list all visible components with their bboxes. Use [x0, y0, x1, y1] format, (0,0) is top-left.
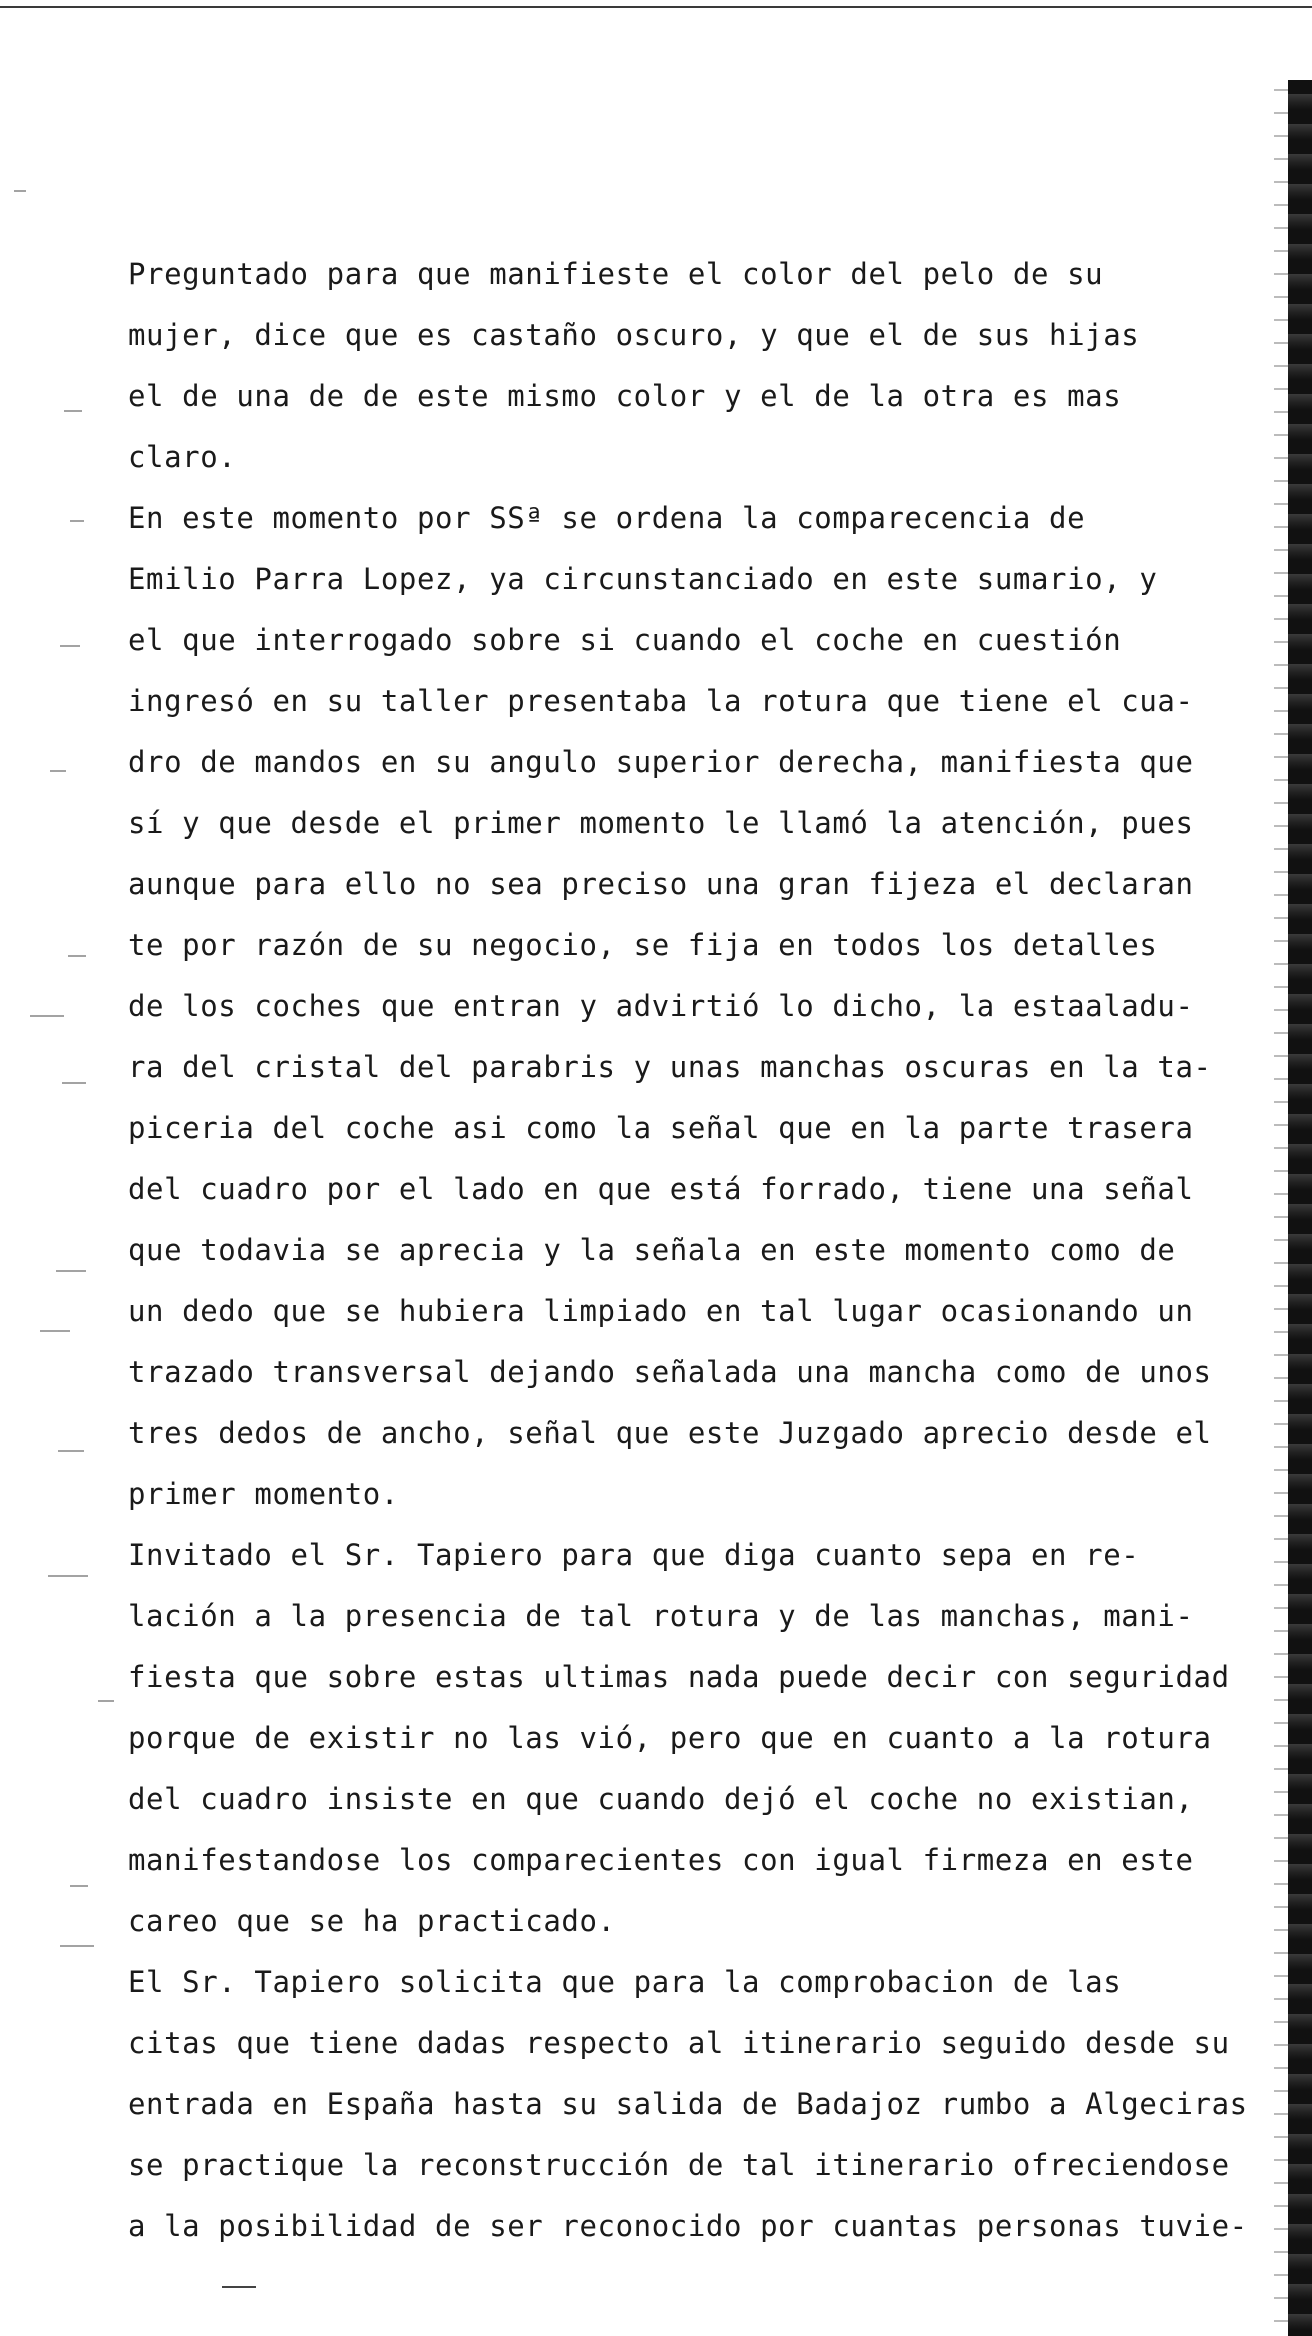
text-line: piceria del coche asi como la señal que en la parte trasera [128, 1111, 1194, 1145]
footer-dash-mark [222, 2286, 256, 2288]
text-line: porque de existir no las vió, pero que en cuanto a la rotura [128, 1721, 1212, 1755]
text-line: mujer, dice que es castaño oscuro, y que el de sus hijas [128, 318, 1140, 352]
text-line: sí y que desde el primer momento le llamó la atención, pues [128, 806, 1194, 840]
text-line: Emilio Parra Lopez, ya circunstanciado en este sumario, y [128, 562, 1158, 596]
text-line: el de una de de este mismo color y el de la otra es mas [128, 379, 1122, 413]
text-line: El Sr. Tapiero solicita que para la comprobacion de las [128, 1965, 1122, 1999]
text-line: claro. [128, 440, 237, 474]
text-line: entrada en España hasta su salida de Badajoz rumbo a Algeciras [128, 2087, 1248, 2121]
paragraph-hair-color [128, 244, 1278, 488]
text-line: primer momento. [128, 1477, 399, 1511]
paragraph-tapiero-requests [128, 1952, 1278, 2257]
text-line: se practique la reconstrucción de tal itinerario ofreciendose [128, 2148, 1230, 2182]
text-line: ingresó en su taller presentaba la rotura que tiene el cua- [128, 684, 1194, 718]
text-line: trazado transversal dejando señalada una mancha como de unos [128, 1355, 1212, 1389]
text-line: lación a la presencia de tal rotura y de las manchas, mani- [128, 1599, 1194, 1633]
text-line: del cuadro por el lado en que está forrado, tiene una señal [128, 1172, 1194, 1206]
text-line: careo que se ha practicado. [128, 1904, 616, 1938]
text-line: tres dedos de ancho, señal que este Juzgado aprecio desde el [128, 1416, 1212, 1450]
text-line: En este momento por SSª se ordena la comparecencia de [128, 501, 1086, 535]
text-line: del cuadro insiste en que cuando dejó el coche no existian, [128, 1782, 1194, 1816]
paragraph-emilio-parra [128, 488, 1278, 1525]
text-line: el que interrogado sobre si cuando el coche en cuestión [128, 623, 1122, 657]
text-line: un dedo que se hubiera limpiado en tal lugar ocasionando un [128, 1294, 1194, 1328]
text-line: que todavia se aprecia y la señala en este momento como de [128, 1233, 1176, 1267]
paragraph-tapiero-invited [128, 1525, 1278, 1952]
text-line: dro de mandos en su angulo superior derecha, manifiesta que [128, 745, 1194, 779]
text-line: aunque para ello no sea preciso una gran fijeza el declaran [128, 867, 1194, 901]
text-line: a la posibilidad de ser reconocido por cuantas personas tuvie- [128, 2209, 1248, 2243]
text-line: citas que tiene dadas respecto al itinerario seguido desde su [128, 2026, 1230, 2060]
text-line: Invitado el Sr. Tapiero para que diga cuanto sepa en re- [128, 1538, 1140, 1572]
top-border-line [0, 6, 1312, 8]
text-line: ra del cristal del parabris y unas manchas oscuras en la ta- [128, 1050, 1212, 1084]
text-line: fiesta que sobre estas ultimas nada puede decir con seguridad [128, 1660, 1230, 1694]
text-line: de los coches que entran y advirtió lo dicho, la estaaladu- [128, 989, 1194, 1023]
text-line: manifestandose los comparecientes con igual firmeza en este [128, 1843, 1194, 1877]
scan-right-edge-shadow [1288, 80, 1312, 2336]
text-line: te por razón de su negocio, se fija en todos los detalles [128, 928, 1158, 962]
text-line: Preguntado para que manifieste el color del pelo de su [128, 257, 1104, 291]
typed-document-page [128, 244, 1278, 2257]
